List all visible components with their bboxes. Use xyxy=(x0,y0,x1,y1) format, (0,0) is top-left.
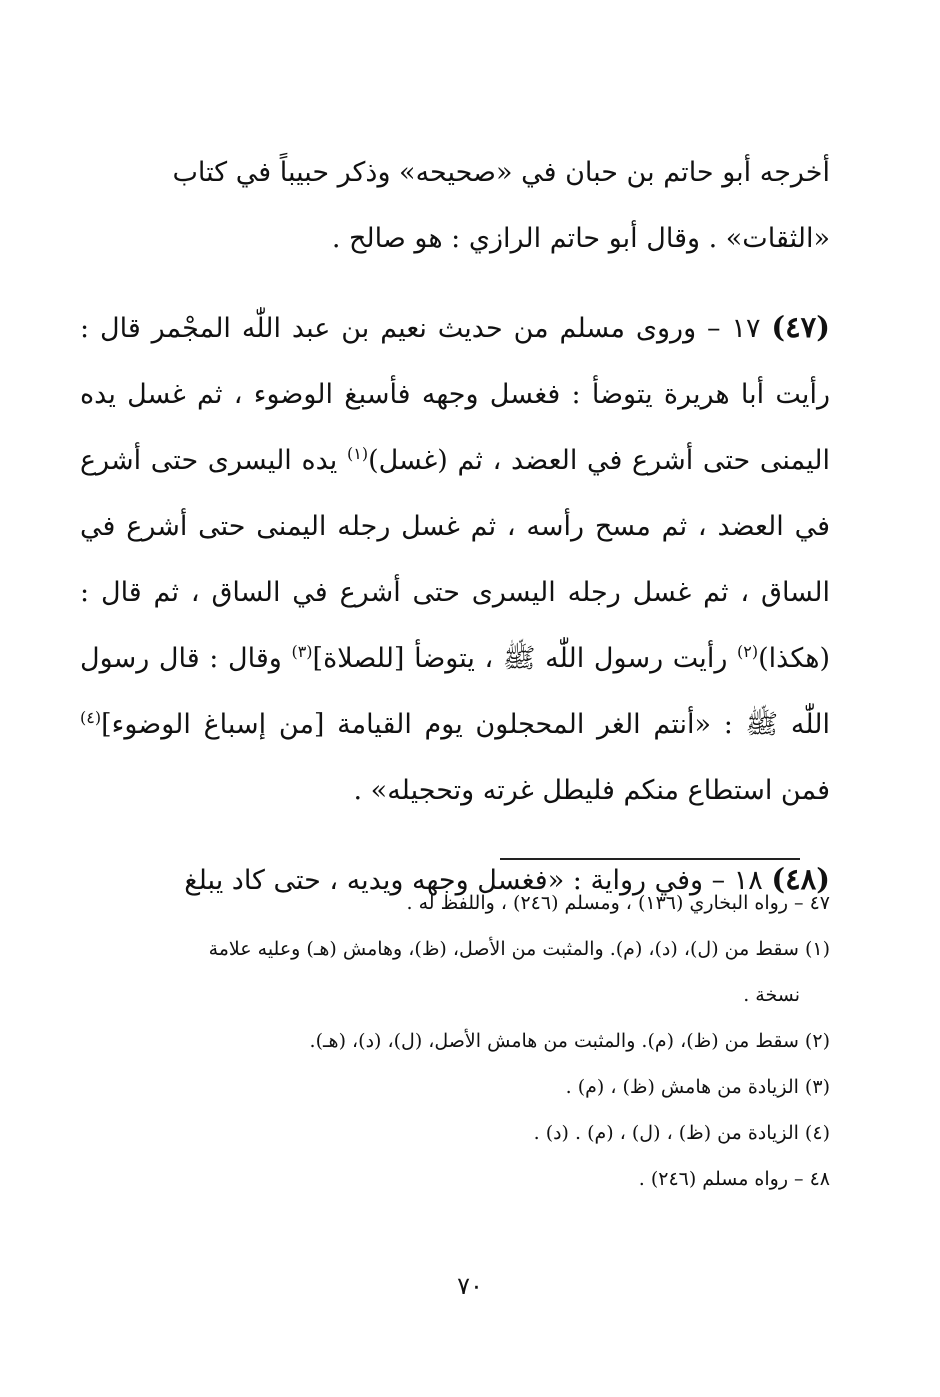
footnotes xyxy=(80,880,830,1202)
footnote-ref[interactable]: (١) xyxy=(346,444,369,463)
footnote-ref[interactable]: (٣) xyxy=(291,642,313,661)
hadith-text: فمن استطاع منكم فليطل غرته وتحجيله» . xyxy=(353,775,830,806)
footnote-ref[interactable]: (٤) xyxy=(80,708,102,727)
footnote-ref[interactable]: (٢) xyxy=(737,642,759,661)
hadith-47-paragraph xyxy=(80,294,830,824)
paragraph-continuation xyxy=(80,140,830,272)
paragraph-line: أخرجه أبو حاتم بن حبان في «صحيحه» وذكر حبيباً في كتاب xyxy=(172,157,830,188)
footnote-divider xyxy=(500,858,800,860)
hadith-text: ١٨ – وفي رواية : «فغسل وجهه ويديه ، حتى كاد يبلغ xyxy=(184,865,772,896)
main-text xyxy=(80,140,830,936)
hadith-number: (٤٨) xyxy=(771,862,830,896)
page-number: ٧٠ xyxy=(457,1272,483,1300)
hadith-text: ١٧ – وروى مسلم من حديث نعيم بن عبد اللّٰه المجْمر قال : رأيت أبا هريرة يتوضأ : فغسل وجهه فأسبغ الوضوء ، ثم غسل يده اليمنى حتى أشرع في العضد ، ثم (غسل) xyxy=(80,313,830,476)
hadith-text: يده اليسرى حتى أشرع في العضد ، ثم مسح رأسه ، ثم غسل رجله اليمنى حتى أشرع في الساق ، ثم غسل رجله اليسرى حتى أشرع في الساق ، ثم قال : (هكذا) xyxy=(80,445,830,674)
footnote-48: ٤٨ – رواه مسلم (٢٤٦) . xyxy=(638,1168,830,1190)
hadith-number: (٤٧) xyxy=(771,310,830,344)
footnote-47: ٤٧ – رواه البخاري (١٣٦) ، ومسلم (٢٤٦) ، واللفظ له . xyxy=(406,892,830,914)
footnote-2: (٢) سقط من (ظ)، (م). والمثبت من هامش الأصل، (ل)، (د)، (هـ). xyxy=(309,1030,830,1052)
footnote-1-continuation: نسخة . xyxy=(743,984,800,1006)
footnote-1: (١) سقط من (ل)، (د)، (م). والمثبت من الأصل، (ظ)، وهامش (هـ) وعليه علامة xyxy=(208,938,830,960)
paragraph-line: «الثقات» . وقال أبو حاتم الرازي : هو صالح . xyxy=(331,223,830,254)
footnote-3: (٣) الزيادة من هامش (ظ) ، (م) . xyxy=(565,1076,830,1098)
footnote-4: (٤) الزيادة من (ظ) ، (ل) ، (م) . (د) . xyxy=(533,1122,830,1144)
hadith-text: وقال : قال رسول اللّٰه ﷺ : «أنتم الغر المحجلون يوم القيامة [من إسباغ الوضوء] xyxy=(80,643,830,740)
hadith-text: رأيت رسول اللّٰه ﷺ ، يتوضأ [للصلاة] xyxy=(312,643,738,674)
